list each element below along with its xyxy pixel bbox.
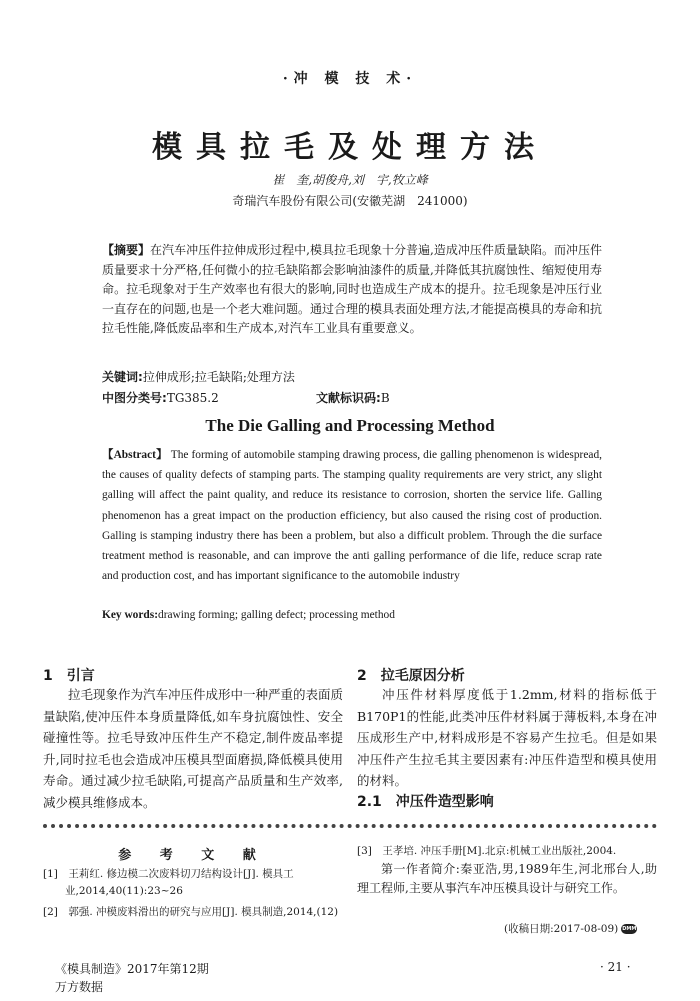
authors: 崔 奎,胡俊舟,刘 宇,牧立峰	[272, 173, 428, 187]
abstract-cn-text: 在汽车冲压件拉伸成形过程中,模具拉毛现象十分普遍,造成冲压件质量缺陷。而冲压件质量要求十分严格,任何微小的拉毛缺陷都会影响油漆件的质量,并降低其抗腐蚀性、缩短使用寿命。拉毛现象对于生产效率也有很大的影响,同时也造成生产成本的提升。拉毛现象是冲压行业一直存在的问题,也是一个老大难问题。通过合理的模具表面处理方法,才能提高模具的寿命和抗拉毛性能,降低废品率和生产成本,对汽车工业具有重要意义。	[102, 243, 602, 336]
journal-issue: 《模具制造》2017年第12期	[55, 962, 209, 976]
received-date	[504, 921, 637, 936]
author-bio: 第一作者简介:秦亚浩,男,1989年生,河北邢台人,助理工程师,主要从事汽车冲压模具设计与研究工作。	[357, 862, 657, 895]
section2-subheading: 2.1 冲压件造型影响	[357, 794, 494, 810]
watermark: 万方数据	[55, 980, 104, 994]
keywords-en-label: Key words:	[102, 609, 158, 621]
english-title: The Die Galling and Processing Method	[205, 416, 495, 435]
section2-heading: 2 拉毛原因分析	[357, 668, 465, 684]
abstract-en	[102, 445, 602, 586]
page-number: · 21 ·	[600, 960, 631, 974]
dmm-logo-icon: DMM	[622, 926, 637, 932]
affiliation: 奇瑞汽车股份有限公司(安徽芜湖 241000)	[232, 194, 468, 208]
column-tag: ·冲 模 技 术·	[282, 71, 418, 87]
abstract-cn-label: 【摘要】	[102, 243, 151, 257]
references-list-left	[43, 866, 343, 921]
classification-number	[102, 389, 219, 406]
reference-item: [2] 郭强. 冲模废料滑出的研究与应用[J]. 模具制造,2014,(12)	[43, 906, 339, 918]
keywords-cn	[102, 368, 295, 385]
classification-label: 中图分类号:	[102, 391, 167, 405]
abstract-cn	[102, 241, 602, 339]
doc-code-value: B	[380, 391, 390, 405]
section1-body: 拉毛现象作为汽车冲压件成形中一种严重的表面质量缺陷,使冲压件本身质量降低,如车身抗腐蚀性、安全碰撞性等。拉毛导致冲压件生产不稳定,制件废品率提升,同时拉毛也会造成冲压模具型面磨损,降低模具使用寿命。通过减少拉毛缺陷,可提高产品质量和生产效率,减少模具维修成本。	[43, 687, 344, 810]
reference-item: [3] 王孝培. 冲压手册[M].北京:机械工业出版社,2004.	[357, 845, 617, 857]
doc-code-label: 文献标识码:	[316, 391, 381, 405]
paper-title: 模具拉毛及处理方法	[152, 130, 548, 165]
abstract-en-text: The forming of automobile stamping drawing process, die galling phenomenon is widespread, the causes of quality defects of stamping parts. The stamping quality requirements are very strict, any slight galling will affect the paint quality, and reduce its resistance to corrosion, shorten the service life. Galling phenomenon has a great impact on the production efficiency, but also caused the rising cost of production. Galling is stamping industry there has been a problem, but also a difficult problem. Through the die surface treatment method is reasonable, and can improve the anti galling performance of die life, reduce scrap rate and production cost, and has important significance to the automobile industry	[102, 449, 602, 583]
document-code	[316, 389, 390, 406]
classification-value: TG385.2	[166, 391, 219, 405]
received-date-text: (收稿日期:2017-08-09)	[504, 923, 619, 935]
references-title: 参 考 文 献	[118, 848, 268, 863]
references-list-right	[357, 843, 657, 860]
keywords-cn-text: 拉伸成形;拉毛缺陷;处理方法	[142, 370, 295, 384]
keywords-cn-label: 关键词:	[102, 370, 143, 384]
keywords-en	[102, 609, 395, 621]
section2-body: 冲压件材料厚度低于1.2mm,材料的指标低于B170P1的性能,此类冲压件材料属于薄板料,本身在冲压成形生产中,材料成形是不容易产生拉毛。但是如果冲压件产生拉毛其主要因素有:冲压件造型和模具使用的材料。	[357, 687, 657, 788]
reference-item: [1] 王莉红. 修边模二次废料切刀结构设计[J]. 模具工业,2014,40(11):23~26	[43, 868, 294, 897]
abstract-en-label: 【Abstract】	[102, 449, 168, 461]
section1-heading: 1 引言	[43, 668, 95, 684]
section-divider	[43, 824, 657, 828]
keywords-en-text: drawing forming; galling defect; processing method	[158, 609, 395, 621]
